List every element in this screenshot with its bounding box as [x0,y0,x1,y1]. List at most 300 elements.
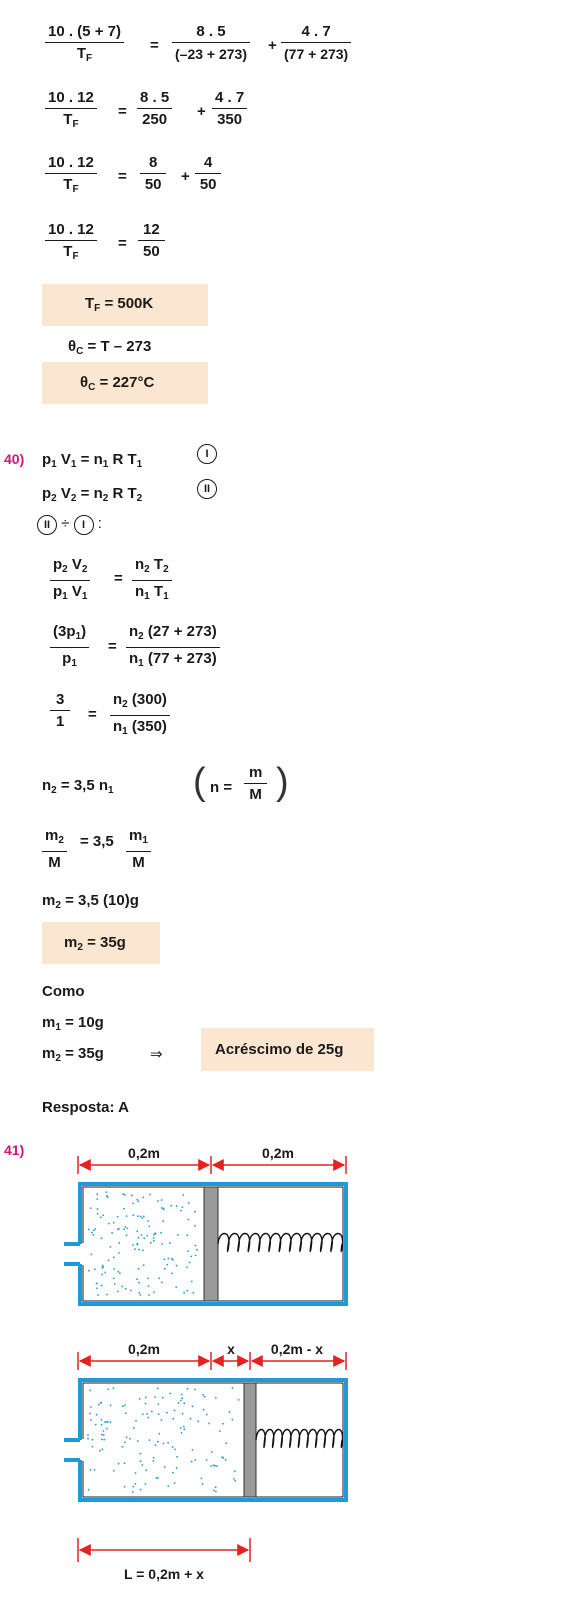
gas-particle [201,1478,203,1480]
cylinder-diagram-1 [60,1140,360,1315]
gas-particle [188,1219,190,1221]
gas-particle [196,1249,198,1251]
gas-particle [157,1441,159,1443]
gas-particle [96,1193,98,1195]
gas-particle [137,1440,139,1442]
gas-particle [90,1406,92,1408]
gas-particle [124,1194,126,1196]
eq2-r2-denominator: 350 [217,111,243,128]
gas-particle [182,1206,184,1208]
gas-particle [213,1490,215,1492]
gas-particle [126,1235,128,1237]
eq2-r2-fraction [212,88,247,131]
eq1-r1-numerator: 8 . 5 [172,22,250,43]
gas-particle [94,1469,96,1471]
gas-particle [136,1199,138,1201]
gas-particle [183,1428,185,1430]
gas-particle [142,1413,144,1415]
q40-line2: $p_2$ $V_2 = n_2$ R $T_2$ [42,485,143,504]
gas-particle [174,1449,176,1451]
gas-particle [183,1402,185,1404]
gas-particle [145,1403,147,1405]
gas-particle [106,1191,108,1193]
gas-particle [132,1244,134,1246]
gas-particle [186,1266,188,1268]
gas-particle [225,1459,227,1461]
gas-particle [172,1472,174,1474]
gas-particle [175,1286,177,1288]
eq3-lhs-fraction [45,153,97,201]
gas-particle [98,1404,100,1406]
gas-particle [157,1477,159,1479]
eq2-r2-numerator: 4 . 7 [212,88,247,109]
n-def-right-paren: ) [276,761,289,803]
gas-particle [157,1388,159,1390]
gas-particle [169,1393,171,1395]
n-def-left-paren: ( [193,761,206,803]
q40-f3-lhs [50,690,70,733]
gas-particle [123,1228,125,1230]
q40-f1-rhs-den: $n_1$ $T_1$ [135,583,169,602]
gas-particle [181,1432,183,1434]
gas-particle [154,1396,156,1398]
gas-particle [192,1406,194,1408]
gas-particle [149,1194,151,1196]
gas-particle [119,1272,121,1274]
dim2-bottom-label: L = 0,2m + x [124,1566,204,1582]
gas-particle [102,1214,104,1216]
gas-particles-1 [88,1191,198,1296]
gas-particle [131,1194,133,1196]
gas-particle [88,1489,90,1491]
gas-particle [157,1200,159,1202]
eq3-r1-fraction [140,153,166,196]
eq4-equals: = [118,235,127,252]
gas-particle [118,1463,120,1465]
gas-particle [153,1291,155,1293]
gas-particle [151,1411,153,1413]
gas-particle [138,1282,140,1284]
gas-particle [113,1222,115,1224]
eq3-r1-numerator: 8 [140,153,166,174]
gas-particle [88,1270,90,1272]
gas-particle [138,1292,140,1294]
m-ratio-rhs-num: $m_1$ [126,826,151,852]
gas-particle [108,1223,110,1225]
gas-particle [100,1217,102,1219]
q40-f3-rhs-den: $n_1$ (350) [113,718,167,737]
gas-particle [234,1470,236,1472]
gas-particle [215,1491,217,1493]
gas-particle [139,1294,141,1296]
gas-particle [122,1193,124,1195]
gas-particle [92,1446,94,1448]
gas-particle [152,1460,154,1462]
gas-particle [95,1424,97,1426]
eq2-r1-fraction [137,88,172,131]
gas-particle [194,1389,196,1391]
gas-particle [123,1208,125,1210]
gas-particle [113,1268,115,1270]
gas-particle [148,1417,150,1419]
gas-particle [174,1482,176,1484]
gas-particle [138,1201,140,1203]
m1-line: $m_1 = 10g$ [42,1014,104,1033]
m-ratio-rhs [126,826,151,874]
gas-particle [148,1226,150,1228]
gas-particle [206,1459,208,1461]
gas-particle [99,1450,101,1452]
gas-particle [94,1268,96,1270]
gas-particle [153,1457,155,1459]
q40-n2-relation: $n_2 = 3,5$ $n_1$ [42,777,114,796]
gas-particle [158,1277,160,1279]
m-ratio-mid: = 3,5 [80,833,114,850]
gas-particle [233,1478,235,1480]
q40-f2-lhs-den: $p_1$ [62,650,77,669]
answer-text: Resposta: A [42,1099,129,1116]
m2-result: $m_2 = 35g$ [64,934,126,953]
gas-particle [97,1213,99,1215]
gas-particle [204,1396,206,1398]
gas-particle [192,1449,194,1451]
gas-particle [101,1439,103,1441]
gas-particle [161,1243,163,1245]
eq1-plus: + [268,37,277,54]
q40-f2-rhs-den: $n_1$ (77 + 273) [129,650,217,669]
result-text: Acréscimo de 25g [215,1041,344,1058]
eq2-lhs-denominator: $T_F$ [63,111,79,130]
gas-particle [141,1217,143,1219]
gas-particle [215,1486,217,1488]
eq1-lhs-numerator: 10 . (5 + 7) [45,22,124,43]
eq2-equals: = [118,103,127,120]
eq3-r2-fraction [195,153,221,196]
gas-particle [90,1207,92,1209]
n-def-den: M [249,786,262,803]
gas-particle [164,1466,166,1468]
gas-particle [172,1418,174,1420]
gas-particle [97,1208,99,1210]
q40-line1: $p_1$ $V_1 = n_1$ R $T_1$ [42,451,143,470]
eq4-r1-denominator: 50 [143,243,160,260]
n-def-lhs: n = [210,779,233,796]
gas-particles-2 [87,1387,240,1493]
m-ratio-lhs-num: $m_2$ [42,826,67,852]
gas-particle [87,1438,89,1440]
gas-particle [158,1413,160,1415]
gas-particle [87,1434,89,1436]
gas-particle [215,1397,217,1399]
gas-particle [133,1427,135,1429]
eq1-lhs-fraction [45,22,124,70]
gas-particle [186,1290,188,1292]
n-def-num: m [244,763,267,784]
gas-particle [176,1456,178,1458]
gas-particle [88,1229,90,1231]
eq2-lhs-fraction [45,88,97,136]
dim2-left-label: 0,2m [128,1341,160,1357]
gas-particle [140,1216,142,1218]
gas-particle [161,1282,163,1284]
gas-particle [153,1234,155,1236]
gas-particle [135,1472,137,1474]
gas-particle [106,1428,108,1430]
m2-calculation: $m_2 = 3,5$ (10)g [42,892,139,911]
gas-particle [180,1210,182,1212]
eq1-lhs-denominator: $T_F$ [76,45,93,64]
gas-particle [216,1465,218,1467]
gas-particle [148,1294,150,1296]
gas-particle [103,1434,105,1436]
gas-particle [164,1268,166,1270]
eq1-r2-fraction [281,22,351,65]
q40-f2-lhs-num: $(3p_1)$ [50,622,89,648]
gas-particle [124,1404,126,1406]
gas-particle [166,1412,168,1414]
eq1-r1-denominator: (–23 + 273) [175,46,247,62]
gas-particle [148,1285,150,1287]
eq4-r1-numerator: 12 [138,220,165,241]
gas-particle [114,1283,116,1285]
gas-particle [158,1433,160,1435]
gas-particle [150,1242,152,1244]
q40-f3-rhs [110,690,170,743]
gas-particle [122,1446,124,1448]
eq2-r1-denominator: 250 [142,111,168,128]
m-ratio-rhs-den: M [132,854,145,871]
gas-particle [140,1489,142,1491]
gas-particle [132,1491,134,1493]
gas-particle [90,1419,92,1421]
gas-particle [118,1252,120,1254]
gas-particle [171,1258,173,1260]
gas-particle [147,1278,149,1280]
gas-particle [132,1202,134,1204]
q40-f2-equals: = [108,638,117,655]
gas-particle [145,1469,147,1471]
q40-f3-equals: = [88,706,97,723]
gas-particle [214,1465,216,1467]
gas-particle [161,1419,163,1421]
gas-particle [206,1414,208,1416]
gas-particle [117,1271,119,1273]
gas-particle [194,1211,196,1213]
gas-particle [113,1470,115,1472]
gas-particle [187,1388,189,1390]
gas-particle [136,1230,138,1232]
gas-particle [195,1245,197,1247]
gas-particle [110,1405,112,1407]
gas-particle [117,1216,119,1218]
gas-particle [100,1402,102,1404]
gas-particle [210,1465,212,1467]
gas-particle [154,1232,156,1234]
gas-particle [137,1215,139,1217]
gas-particle [149,1439,151,1441]
gas-particle [147,1220,149,1222]
gas-particle [229,1411,231,1413]
gas-particle [145,1483,147,1485]
gas-particle [153,1237,155,1239]
gas-particle [177,1234,179,1236]
gas-particle [167,1258,169,1260]
eq2-r1-numerator: 8 . 5 [137,88,172,109]
gas-particle [126,1215,128,1217]
gas-particle [96,1414,98,1416]
gas-particle [139,1398,141,1400]
gas-particle [182,1194,184,1196]
gas-particle [170,1205,172,1207]
gas-particle [101,1424,103,1426]
gas-particle [132,1214,134,1216]
gas-particle [111,1232,113,1234]
eq1-r2-numerator: 4 . 7 [281,22,351,43]
gas-particle [153,1240,155,1242]
gas-particle [136,1278,138,1280]
cylinder-diagram-2b [60,1336,360,1600]
gas-particle [136,1243,138,1245]
eq3-plus: + [181,168,190,185]
gas-particle [142,1197,144,1199]
gas-particle [118,1228,120,1230]
implies-arrow: ⇒ [150,1046,163,1063]
gas-particle [96,1287,98,1289]
gas-particle [180,1400,182,1402]
eq2-lhs-numerator: 10 . 12 [45,88,97,109]
gas-particle [161,1207,163,1209]
gas-particle [110,1246,112,1248]
dimension-lines-1 [78,1156,346,1174]
q40-f1-lhs-num: $p_2$ $V_2$ [50,555,90,581]
gas-particle [141,1464,143,1466]
gas-particle [238,1399,240,1401]
gas-particle [195,1255,197,1257]
gas-particle [167,1485,169,1487]
gas-particle [163,1443,165,1445]
gas-particle [183,1426,185,1428]
piston-2 [244,1383,256,1497]
gas-particle [107,1421,109,1423]
question-41-number: 41) [4,1142,25,1158]
roman-two-tag: II [197,479,217,499]
gas-particle [90,1254,92,1256]
gas-particle [138,1249,140,1251]
gas-particle [91,1232,93,1234]
gas-particle [106,1294,108,1296]
gas-particle [124,1441,126,1443]
roman-one-tag: I [197,444,217,464]
gas-particle [208,1423,210,1425]
m-ratio-lhs-den: M [48,854,61,871]
eq3-lhs-denominator: $T_F$ [63,176,79,195]
gas-particle [133,1486,135,1488]
gas-particle [178,1402,180,1404]
gas-particle [104,1272,106,1274]
gas-particle [124,1462,126,1464]
q40-f1-lhs [50,555,90,608]
cylinder-walls-2 [64,1380,346,1500]
gas-particle [202,1394,204,1396]
gas-particle [176,1467,178,1469]
eq4-r1-fraction [138,220,165,263]
gas-particle [190,1256,192,1258]
theta-result: $\theta_C = 227^\circ C$ [80,374,155,393]
q40-f3-rhs-num: $n_2$ (300) [110,690,170,716]
gas-particle [121,1286,123,1288]
gas-particle [110,1421,112,1423]
gas-particle [234,1480,236,1482]
gas-particle [101,1237,103,1239]
gas-particle [172,1446,174,1448]
eq4-lhs-numerator: 10 . 12 [45,220,97,241]
gas-particle [221,1456,223,1458]
gas-particle [187,1250,189,1252]
gas-particle [174,1410,176,1412]
gas-particle [143,1237,145,1239]
gas-particle [176,1205,178,1207]
gas-particle [90,1469,92,1471]
gas-particle [138,1268,140,1270]
gas-particle [171,1273,173,1275]
gas-particle [130,1290,132,1292]
gas-particle [102,1448,104,1450]
q40-f1-lhs-den: $p_1$ $V_1$ [53,583,88,602]
como-label: Como [42,983,85,1000]
m2-line: $m_2 = 35g$ [42,1045,104,1064]
gas-particle [101,1419,103,1421]
gas-particle [188,1202,190,1204]
gas-particle [202,1483,204,1485]
gas-particle [138,1237,140,1239]
gas-particle [125,1288,127,1290]
question-40-number: 40) [4,451,25,467]
gas-particle [122,1405,124,1407]
gas-particle [176,1265,178,1267]
gas-particle [163,1258,165,1260]
gas-particle [102,1266,104,1268]
gas-particle [143,1264,145,1266]
gas-particle [113,1278,115,1280]
gas-particle [181,1397,183,1399]
gas-particle [125,1412,127,1414]
roman-two-circle: II [37,515,57,535]
tf-result: $T_F = 500K$ [85,295,154,314]
gas-particle [172,1259,174,1261]
gas-particle [101,1434,103,1436]
gas-particle [127,1228,129,1230]
gas-particle [140,1460,142,1462]
gas-particle [126,1436,128,1438]
gas-particle [167,1442,169,1444]
m-ratio-lhs [42,826,67,874]
gas-particle [104,1421,106,1423]
eq2-plus: + [197,103,206,120]
gas-particle [89,1390,91,1392]
q40-f3-lhs-num: 3 [50,690,70,711]
dim2-right-label: 0,2m - x [270,1341,324,1357]
piston-1 [204,1187,218,1301]
eq3-equals: = [118,168,127,185]
gas-particle [92,1234,94,1236]
q40-f1-rhs-num: $n_2$ $T_2$ [132,555,172,581]
gas-particle [118,1242,120,1244]
eq1-r1-fraction [172,22,250,65]
gas-particle [103,1430,105,1432]
n-def-fraction [244,763,267,806]
eq1-equals: = [150,37,159,54]
gas-particle [102,1265,104,1267]
